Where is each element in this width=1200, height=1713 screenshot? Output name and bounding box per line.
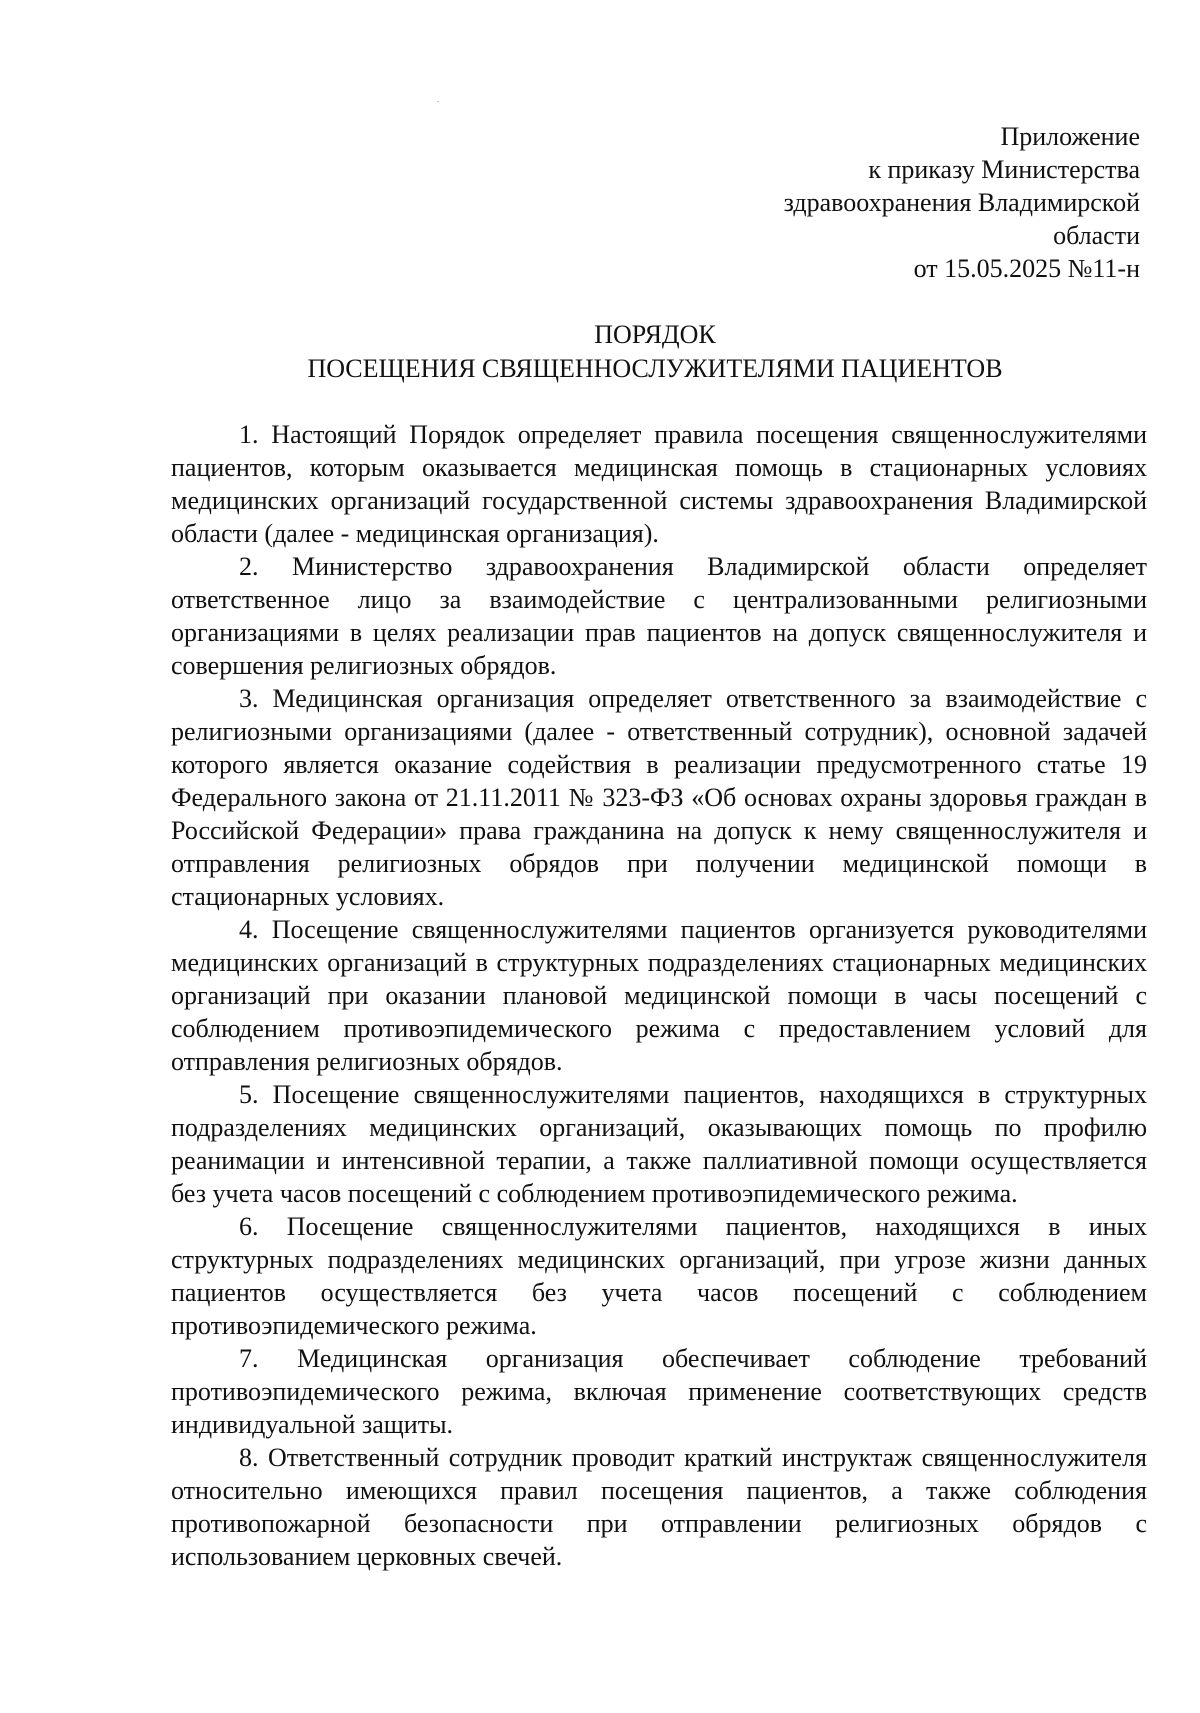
- paragraph-7: 7. Медицинская организация обеспечивает соблюдение требований противоэпидемического режима, включая применение соответствующих средств индивидуальной защиты.: [171, 1344, 1147, 1439]
- document-body: [171, 418, 1147, 1573]
- appendix-line-1: Приложение: [1000, 122, 1140, 151]
- paragraph-4: 4. Посещение священнослужителями пациентов организуется руководителями медицинских организаций в структурных подразделениях стационарных медицинских организаций при оказании плановой медицинской помощи в часы посещений с соблюдением противоэпидемического режима с предоставлением условий для отправления религиозных обрядов.: [171, 915, 1147, 1076]
- paragraph-8: 8. Ответственный сотрудник проводит краткий инструктаж священнослужителя относительно имеющихся правил посещения пациентов, а также соблюдения противопожарной безопасности при отправлении религиозных обрядов с использованием церковных свечей.: [171, 1443, 1147, 1571]
- paragraph-1: 1. Настоящий Порядок определяет правила посещения священнослужителями пациентов, которым оказывается медицинская помощь в стационарных условиях медицинских организаций государственной системы здравоохранения Владимирской области (далее - медицинская организация).: [171, 420, 1147, 548]
- appendix-line-4: области: [1053, 221, 1140, 250]
- paragraph-2: 2. Министерство здравоохранения Владимирской области определяет ответственное лицо за взаимодействие с централизованными религиозными организациями в целях реализации прав пациентов на допуск священнослужителя и совершения религиозных обрядов.: [171, 552, 1147, 680]
- appendix-line-2: к приказу Министерства: [868, 155, 1140, 184]
- title-line-2: ПОСЕЩЕНИЯ СВЯЩЕННОСЛУЖИТЕЛЯМИ ПАЦИЕНТОВ: [307, 354, 1003, 383]
- paragraph-5: 5. Посещение священнослужителями пациентов, находящихся в структурных подразделениях медицинских организаций, оказывающих помощь по профилю реанимации и интенсивной терапии, а также паллиативной помощи осуществляется без учета часов посещений с соблюдением противоэпидемического режима.: [171, 1080, 1147, 1208]
- document-title: [160, 318, 1150, 386]
- appendix-block: [620, 120, 1140, 285]
- scan-speck: [437, 101, 439, 102]
- paragraph-6: 6. Посещение священнослужителями пациентов, находящихся в иных структурных подразделениях медицинских организаций, при угрозе жизни данных пациентов осуществляется без учета часов посещений с соблюдением противоэпидемического режима.: [171, 1212, 1147, 1340]
- appendix-line-5: от 15.05.2025 №11-н: [913, 254, 1140, 283]
- title-line-1: ПОРЯДОК: [594, 320, 716, 349]
- paragraph-3: 3. Медицинская организация определяет ответственного за взаимодействие с религиозными организациями (далее - ответственный сотрудник), основной задачей которого является оказание содействия в реализации предусмотренного статье 19 Федерального закона от 21.11.2011 № 323-ФЗ «Об основах охраны здоровья граждан в Российской Федерации» права гражданина на допуск к нему священнослужителя и отправления религиозных обрядов при получении медицинской помощи в стационарных условиях.: [171, 684, 1147, 911]
- appendix-line-3: здравоохранения Владимирской: [783, 188, 1140, 217]
